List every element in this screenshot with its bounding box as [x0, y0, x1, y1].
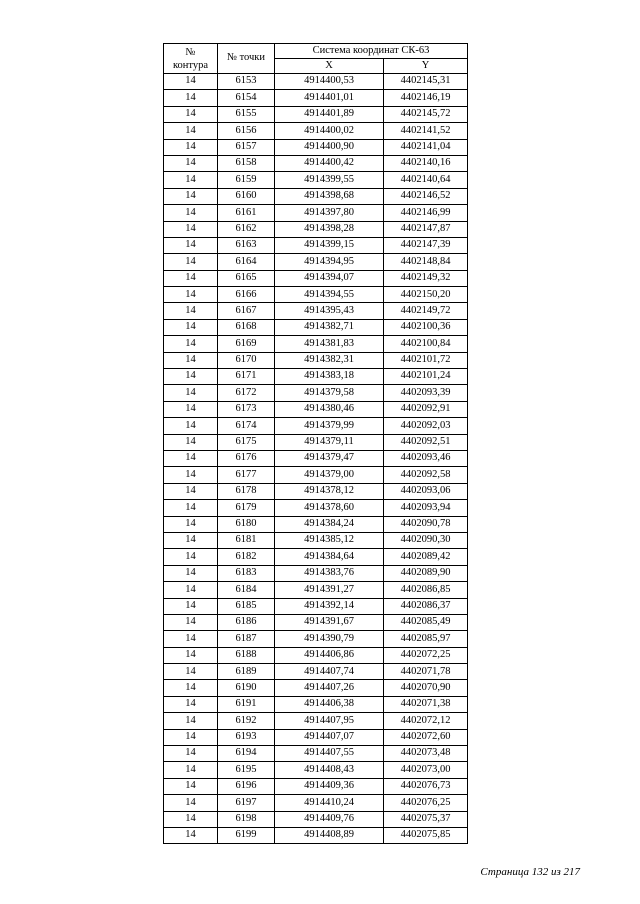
- cell-x: 4914400,53: [275, 74, 384, 90]
- table-row: [164, 516, 468, 532]
- cell-contour: 14: [164, 827, 218, 843]
- cell-y: 4402090,30: [384, 532, 468, 548]
- cell-y: 4402093,46: [384, 450, 468, 466]
- cell-point-number: 6159: [218, 172, 275, 188]
- cell-x: 4914378,60: [275, 500, 384, 516]
- cell-x: 4914382,31: [275, 352, 384, 368]
- cell-x: 4914401,89: [275, 106, 384, 122]
- cell-point-number: 6177: [218, 467, 275, 483]
- cell-contour: 14: [164, 155, 218, 171]
- table-row: [164, 254, 468, 270]
- cell-x: 4914394,07: [275, 270, 384, 286]
- header-point-number: № точки: [218, 44, 275, 74]
- cell-y: 4402140,64: [384, 172, 468, 188]
- table-row: [164, 450, 468, 466]
- cell-contour: 14: [164, 778, 218, 794]
- cell-point-number: 6192: [218, 713, 275, 729]
- cell-contour: 14: [164, 614, 218, 630]
- table-row: [164, 270, 468, 286]
- cell-x: 4914399,55: [275, 172, 384, 188]
- cell-contour: 14: [164, 123, 218, 139]
- table-row: [164, 401, 468, 417]
- cell-y: 4402073,00: [384, 762, 468, 778]
- cell-point-number: 6158: [218, 155, 275, 171]
- cell-contour: 14: [164, 746, 218, 762]
- cell-y: 4402092,91: [384, 401, 468, 417]
- cell-y: 4402072,25: [384, 647, 468, 663]
- cell-x: 4914379,58: [275, 385, 384, 401]
- table-row: [164, 74, 468, 90]
- cell-x: 4914398,28: [275, 221, 384, 237]
- cell-contour: 14: [164, 483, 218, 499]
- cell-y: 4402071,78: [384, 664, 468, 680]
- cell-x: 4914390,79: [275, 631, 384, 647]
- table-row: [164, 467, 468, 483]
- table-row: [164, 729, 468, 745]
- cell-x: 4914382,71: [275, 319, 384, 335]
- table-row: [164, 795, 468, 811]
- cell-contour: 14: [164, 516, 218, 532]
- cell-x: 4914406,38: [275, 696, 384, 712]
- cell-contour: 14: [164, 369, 218, 385]
- table-row: [164, 303, 468, 319]
- table-row: [164, 369, 468, 385]
- table-row: [164, 90, 468, 106]
- cell-x: 4914379,47: [275, 450, 384, 466]
- cell-point-number: 6184: [218, 582, 275, 598]
- cell-point-number: 6183: [218, 565, 275, 581]
- cell-x: 4914380,46: [275, 401, 384, 417]
- cell-x: 4914409,36: [275, 778, 384, 794]
- cell-y: 4402093,94: [384, 500, 468, 516]
- cell-y: 4402146,19: [384, 90, 468, 106]
- table-body: [164, 74, 468, 844]
- cell-y: 4402092,51: [384, 434, 468, 450]
- cell-x: 4914399,15: [275, 237, 384, 253]
- cell-contour: 14: [164, 696, 218, 712]
- cell-contour: 14: [164, 680, 218, 696]
- cell-contour: 14: [164, 74, 218, 90]
- cell-point-number: 6169: [218, 336, 275, 352]
- cell-y: 4402073,48: [384, 746, 468, 762]
- cell-point-number: 6175: [218, 434, 275, 450]
- cell-contour: 14: [164, 106, 218, 122]
- cell-point-number: 6172: [218, 385, 275, 401]
- cell-contour: 14: [164, 647, 218, 663]
- cell-x: 4914391,27: [275, 582, 384, 598]
- cell-contour: 14: [164, 762, 218, 778]
- table-row: [164, 811, 468, 827]
- cell-x: 4914407,55: [275, 746, 384, 762]
- table-row: [164, 106, 468, 122]
- cell-x: 4914378,12: [275, 483, 384, 499]
- cell-contour: 14: [164, 467, 218, 483]
- cell-x: 4914400,02: [275, 123, 384, 139]
- cell-point-number: 6153: [218, 74, 275, 90]
- cell-x: 4914407,07: [275, 729, 384, 745]
- cell-x: 4914392,14: [275, 598, 384, 614]
- table-row: [164, 746, 468, 762]
- cell-x: 4914401,01: [275, 90, 384, 106]
- cell-contour: 14: [164, 713, 218, 729]
- table-row: [164, 500, 468, 516]
- table-row: [164, 434, 468, 450]
- cell-contour: 14: [164, 254, 218, 270]
- cell-y: 4402101,24: [384, 369, 468, 385]
- cell-y: 4402089,90: [384, 565, 468, 581]
- cell-x: 4914407,74: [275, 664, 384, 680]
- cell-x: 4914397,80: [275, 205, 384, 221]
- cell-y: 4402145,72: [384, 106, 468, 122]
- cell-y: 4402100,36: [384, 319, 468, 335]
- cell-point-number: 6155: [218, 106, 275, 122]
- cell-y: 4402076,73: [384, 778, 468, 794]
- table-row: [164, 680, 468, 696]
- cell-x: 4914410,24: [275, 795, 384, 811]
- cell-contour: 14: [164, 598, 218, 614]
- cell-contour: 14: [164, 729, 218, 745]
- table-header: [164, 44, 468, 74]
- cell-y: 4402075,37: [384, 811, 468, 827]
- cell-y: 4402086,37: [384, 598, 468, 614]
- cell-point-number: 6181: [218, 532, 275, 548]
- cell-y: 4402145,31: [384, 74, 468, 90]
- cell-y: 4402146,99: [384, 205, 468, 221]
- cell-y: 4402071,38: [384, 696, 468, 712]
- cell-point-number: 6164: [218, 254, 275, 270]
- table-row: [164, 287, 468, 303]
- cell-point-number: 6190: [218, 680, 275, 696]
- cell-contour: 14: [164, 631, 218, 647]
- cell-x: 4914408,43: [275, 762, 384, 778]
- cell-point-number: 6171: [218, 369, 275, 385]
- table-row: [164, 155, 468, 171]
- cell-contour: 14: [164, 664, 218, 680]
- cell-point-number: 6160: [218, 188, 275, 204]
- cell-y: 4402092,58: [384, 467, 468, 483]
- cell-contour: 14: [164, 549, 218, 565]
- cell-x: 4914385,12: [275, 532, 384, 548]
- cell-y: 4402090,78: [384, 516, 468, 532]
- cell-y: 4402100,84: [384, 336, 468, 352]
- cell-point-number: 6197: [218, 795, 275, 811]
- cell-x: 4914379,11: [275, 434, 384, 450]
- cell-point-number: 6163: [218, 237, 275, 253]
- cell-point-number: 6165: [218, 270, 275, 286]
- cell-contour: 14: [164, 270, 218, 286]
- cell-y: 4402089,42: [384, 549, 468, 565]
- cell-contour: 14: [164, 221, 218, 237]
- cell-contour: 14: [164, 188, 218, 204]
- table-row: [164, 696, 468, 712]
- cell-point-number: 6154: [218, 90, 275, 106]
- cell-point-number: 6176: [218, 450, 275, 466]
- cell-point-number: 6178: [218, 483, 275, 499]
- cell-x: 4914383,18: [275, 369, 384, 385]
- cell-y: 4402086,85: [384, 582, 468, 598]
- cell-y: 4402147,87: [384, 221, 468, 237]
- cell-x: 4914394,95: [275, 254, 384, 270]
- cell-x: 4914407,95: [275, 713, 384, 729]
- cell-contour: 14: [164, 237, 218, 253]
- table-row: [164, 778, 468, 794]
- table-row: [164, 319, 468, 335]
- cell-y: 4402085,97: [384, 631, 468, 647]
- cell-y: 4402141,04: [384, 139, 468, 155]
- cell-point-number: 6179: [218, 500, 275, 516]
- cell-y: 4402072,60: [384, 729, 468, 745]
- table-row: [164, 221, 468, 237]
- table-row: [164, 418, 468, 434]
- cell-point-number: 6156: [218, 123, 275, 139]
- table-row: [164, 614, 468, 630]
- cell-point-number: 6182: [218, 549, 275, 565]
- cell-contour: 14: [164, 401, 218, 417]
- table-row: [164, 483, 468, 499]
- cell-x: 4914400,42: [275, 155, 384, 171]
- cell-x: 4914409,76: [275, 811, 384, 827]
- cell-contour: 14: [164, 139, 218, 155]
- cell-contour: 14: [164, 565, 218, 581]
- table-row: [164, 139, 468, 155]
- table-row: [164, 631, 468, 647]
- cell-x: 4914381,83: [275, 336, 384, 352]
- cell-point-number: 6194: [218, 746, 275, 762]
- cell-y: 4402147,39: [384, 237, 468, 253]
- cell-contour: 14: [164, 434, 218, 450]
- cell-point-number: 6195: [218, 762, 275, 778]
- cell-point-number: 6187: [218, 631, 275, 647]
- cell-y: 4402076,25: [384, 795, 468, 811]
- header-contour-number: [164, 44, 218, 74]
- table-row: [164, 565, 468, 581]
- cell-y: 4402150,20: [384, 287, 468, 303]
- header-coordinate-system: Система координат СК-63: [275, 44, 468, 59]
- cell-y: 4402092,03: [384, 418, 468, 434]
- cell-point-number: 6196: [218, 778, 275, 794]
- cell-x: 4914400,90: [275, 139, 384, 155]
- cell-contour: 14: [164, 319, 218, 335]
- cell-y: 4402070,90: [384, 680, 468, 696]
- cell-y: 4402072,12: [384, 713, 468, 729]
- table-row: [164, 352, 468, 368]
- cell-point-number: 6199: [218, 827, 275, 843]
- cell-point-number: 6173: [218, 401, 275, 417]
- table-row: [164, 532, 468, 548]
- cell-y: 4402149,72: [384, 303, 468, 319]
- cell-x: 4914406,86: [275, 647, 384, 663]
- cell-contour: 14: [164, 287, 218, 303]
- table-row: [164, 762, 468, 778]
- cell-contour: 14: [164, 352, 218, 368]
- table-row: [164, 336, 468, 352]
- cell-point-number: 6180: [218, 516, 275, 532]
- cell-y: 4402140,16: [384, 155, 468, 171]
- cell-contour: 14: [164, 500, 218, 516]
- cell-point-number: 6166: [218, 287, 275, 303]
- table-row: [164, 549, 468, 565]
- header-y: Y: [384, 59, 468, 74]
- cell-point-number: 6161: [218, 205, 275, 221]
- cell-y: 4402093,06: [384, 483, 468, 499]
- cell-point-number: 6168: [218, 319, 275, 335]
- table-row: [164, 237, 468, 253]
- cell-contour: 14: [164, 385, 218, 401]
- cell-y: 4402141,52: [384, 123, 468, 139]
- table-row: [164, 385, 468, 401]
- cell-x: 4914379,00: [275, 467, 384, 483]
- cell-x: 4914384,64: [275, 549, 384, 565]
- table-row: [164, 664, 468, 680]
- cell-contour: 14: [164, 450, 218, 466]
- cell-contour: 14: [164, 336, 218, 352]
- cell-y: 4402146,52: [384, 188, 468, 204]
- cell-point-number: 6186: [218, 614, 275, 630]
- cell-point-number: 6188: [218, 647, 275, 663]
- table-row: [164, 123, 468, 139]
- cell-contour: 14: [164, 795, 218, 811]
- cell-x: 4914398,68: [275, 188, 384, 204]
- cell-x: 4914379,99: [275, 418, 384, 434]
- cell-point-number: 6157: [218, 139, 275, 155]
- table-row: [164, 205, 468, 221]
- page-number: Страница 132 из 217: [480, 866, 580, 878]
- cell-point-number: 6162: [218, 221, 275, 237]
- table-row: [164, 172, 468, 188]
- header-contour-line2: контура: [172, 59, 209, 71]
- table-row: [164, 647, 468, 663]
- cell-contour: 14: [164, 303, 218, 319]
- cell-x: 4914407,26: [275, 680, 384, 696]
- cell-point-number: 6174: [218, 418, 275, 434]
- table-row: [164, 827, 468, 843]
- cell-x: 4914408,89: [275, 827, 384, 843]
- cell-point-number: 6167: [218, 303, 275, 319]
- cell-contour: 14: [164, 532, 218, 548]
- cell-contour: 14: [164, 90, 218, 106]
- cell-x: 4914395,43: [275, 303, 384, 319]
- cell-contour: 14: [164, 205, 218, 221]
- cell-x: 4914394,55: [275, 287, 384, 303]
- cell-point-number: 6185: [218, 598, 275, 614]
- table-row: [164, 188, 468, 204]
- cell-x: 4914384,24: [275, 516, 384, 532]
- table-row: [164, 713, 468, 729]
- cell-x: 4914391,67: [275, 614, 384, 630]
- cell-y: 4402085,49: [384, 614, 468, 630]
- cell-contour: 14: [164, 582, 218, 598]
- coordinates-table: [163, 43, 468, 844]
- cell-contour: 14: [164, 418, 218, 434]
- table-row: [164, 582, 468, 598]
- cell-point-number: 6198: [218, 811, 275, 827]
- cell-y: 4402093,39: [384, 385, 468, 401]
- cell-contour: 14: [164, 172, 218, 188]
- header-contour-line1: №: [185, 46, 196, 58]
- cell-y: 4402075,85: [384, 827, 468, 843]
- table-row: [164, 598, 468, 614]
- cell-y: 4402101,72: [384, 352, 468, 368]
- cell-point-number: 6193: [218, 729, 275, 745]
- cell-point-number: 6189: [218, 664, 275, 680]
- cell-x: 4914383,76: [275, 565, 384, 581]
- cell-point-number: 6170: [218, 352, 275, 368]
- cell-point-number: 6191: [218, 696, 275, 712]
- header-x: X: [275, 59, 384, 74]
- cell-y: 4402149,32: [384, 270, 468, 286]
- cell-contour: 14: [164, 811, 218, 827]
- cell-y: 4402148,84: [384, 254, 468, 270]
